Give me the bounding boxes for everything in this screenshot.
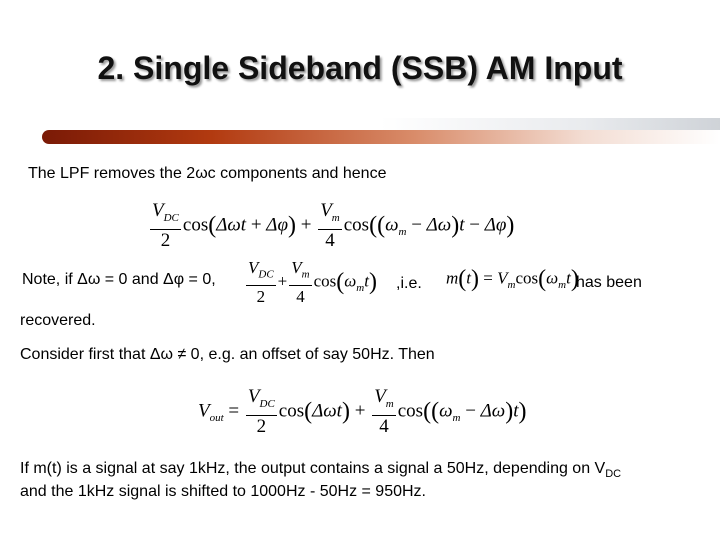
equation-2: $\frac{V_{DC}}{2}$ + $\frac{V_m}{4}$ $\cos(\omega_mt)$ bbox=[248, 258, 377, 307]
header-rule bbox=[42, 130, 720, 144]
final-text-line-2: and the 1kHz signal is shifted to 1000Hz - 50Hz = 950Hz. bbox=[20, 483, 426, 500]
lpf-text: The LPF removes the 2ωc components and hence bbox=[28, 165, 387, 182]
vdc-subscript: DC bbox=[605, 468, 622, 481]
equation-3: $m(t) = V_m\cos(\omega_mt)$ bbox=[446, 266, 579, 292]
final-text-line-1-main: If m(t) is a signal at say 1kHz, the output contains a signal a 50Hz, depending on V bbox=[20, 460, 606, 477]
consider-text: Consider first that Δω ≠ 0, e.g. an offset of say 50Hz. Then bbox=[20, 346, 435, 363]
note-ie: ,i.e. bbox=[396, 275, 422, 292]
final-text-line-1 bbox=[20, 460, 621, 480]
note-text: Note, if Δω = 0 and Δφ = 0, bbox=[22, 271, 216, 288]
equation-1: $\frac{V_{DC}}{2}$ cos(Δωt + Δφ) + $\frac{V_m}{4}$ $\cos((\omega_m - \Delta\omega)t - \Delta\varphi)$ bbox=[152, 200, 515, 251]
header-rule-shadow bbox=[380, 118, 720, 130]
slide-title: 2. Single Sideband (SSB) AM Input bbox=[97, 50, 623, 86]
note-suffix: has been bbox=[576, 274, 642, 291]
recovered-text: recovered. bbox=[20, 312, 96, 329]
equation-4: $V_{out}$ = $\frac{V_{DC}}{2}$ cos(Δωt) + $\frac{V_m}{4}$ $\cos((\omega_m - \Delta\omega)t)$ bbox=[198, 386, 527, 437]
